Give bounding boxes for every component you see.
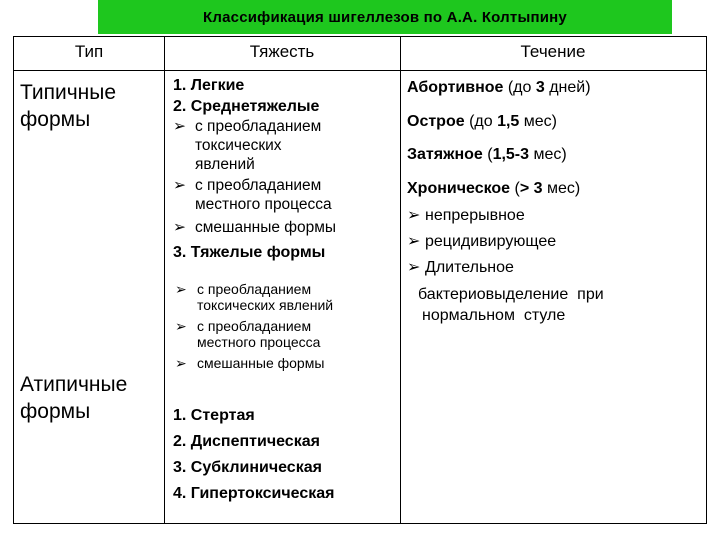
arrowhead-bullet-icon: ➢: [175, 355, 187, 371]
type-atypical: [20, 371, 127, 425]
header-type: Тип: [74, 42, 104, 61]
arrowhead-bullet-icon: ➢: [407, 233, 421, 250]
chronic-text-a: (: [510, 180, 520, 197]
abortive-label: Абортивное: [407, 79, 504, 96]
column-divider-2: [400, 37, 401, 523]
sub-b-line2: местного процесса: [195, 196, 332, 213]
course-bacteria-note: [418, 284, 604, 326]
arrowhead-bullet-icon: ➢: [173, 219, 186, 236]
sub-d-line1: с преобладанием: [197, 281, 312, 297]
severity-atypical-list: [173, 403, 334, 507]
type-atypical-line1: Атипичные: [20, 373, 128, 396]
abortive-text-a: (до: [503, 79, 536, 96]
bacteria-line-1: бактериовыделение при: [418, 286, 604, 303]
sub-e-line1: с преобладанием: [197, 318, 312, 334]
title-banner: [98, 0, 672, 34]
severity-sub-a: [173, 117, 336, 174]
atypical-item-3: 3. Субклиническая: [173, 459, 322, 476]
arrowhead-bullet-icon: ➢: [407, 207, 421, 224]
type-typical-line1: Типичные: [20, 81, 117, 104]
sub-a-line2: токсических: [195, 137, 282, 154]
arrowhead-bullet-icon: ➢: [173, 118, 186, 135]
chronic-num: > 3: [519, 180, 543, 197]
severity-sub-c: [173, 218, 336, 237]
acute-text-b: мес): [519, 113, 557, 130]
chronic-sub-3: Длительное: [425, 259, 514, 276]
atypical-item-2: 2. Диспептическая: [173, 433, 320, 450]
arrowhead-bullet-icon: ➢: [175, 281, 187, 297]
protracted-text-b: мес): [529, 146, 567, 163]
severity-typical-list: [173, 75, 336, 263]
course-acute: [407, 111, 557, 132]
arrowhead-bullet-icon: ➢: [173, 177, 186, 194]
course-protracted: [407, 144, 567, 165]
header-severity: Тяжесть: [249, 42, 315, 61]
sub-f-text: смешанные формы: [197, 355, 325, 371]
acute-num: 1,5: [497, 113, 520, 130]
severity-sub-b: [173, 176, 336, 214]
bacteria-line-2: нормальном стуле: [422, 307, 566, 324]
page-title: Классификация шигеллезов по А.А. Колтыпину: [203, 8, 567, 26]
course-abortive: [407, 77, 591, 98]
arrowhead-bullet-icon: ➢: [175, 318, 187, 334]
course-chronic-subs: [407, 203, 556, 281]
chronic-text-b: мес): [542, 180, 581, 197]
chronic-label: Хроническое: [407, 180, 511, 197]
column-divider-1: [164, 37, 165, 523]
type-typical: [20, 79, 116, 133]
severity-item-2: 2. Среднетяжелые: [173, 98, 320, 115]
protracted-text-a: (: [482, 146, 493, 163]
sub-c-text: смешанные формы: [195, 219, 337, 236]
atypical-item-1: 1. Стертая: [173, 407, 255, 424]
atypical-item-4: 4. Гипертоксическая: [173, 485, 335, 502]
course-chronic: [407, 178, 580, 199]
abortive-num: 3: [535, 79, 545, 96]
sub-a-line3: явлений: [195, 156, 255, 173]
sub-e-line2: местного процесса: [197, 334, 321, 350]
severity-item-1: 1. Легкие: [173, 77, 245, 94]
sub-d-line2: токсических явлений: [197, 297, 334, 313]
classification-table: [13, 36, 707, 524]
header-course: Течение: [520, 42, 586, 61]
chronic-sub-2: рецидивирующее: [425, 233, 557, 250]
acute-text-a: (до: [464, 113, 498, 130]
severity-item-3: 3. Тяжелые формы: [173, 244, 326, 261]
sub-b-line1: с преобладанием: [195, 177, 322, 194]
severity-severe-subs: [175, 281, 333, 371]
protracted-label: Затяжное: [407, 146, 483, 163]
protracted-num: 1,5-3: [492, 146, 530, 163]
header-divider: [14, 70, 706, 71]
acute-label: Острое: [407, 113, 465, 130]
sub-a-line1: с преобладанием: [195, 118, 322, 135]
type-atypical-line2: формы: [20, 400, 91, 423]
arrowhead-bullet-icon: ➢: [407, 259, 421, 276]
type-typical-line2: формы: [20, 108, 91, 131]
chronic-sub-1: непрерывное: [425, 207, 525, 224]
abortive-text-b: дней): [544, 79, 591, 96]
